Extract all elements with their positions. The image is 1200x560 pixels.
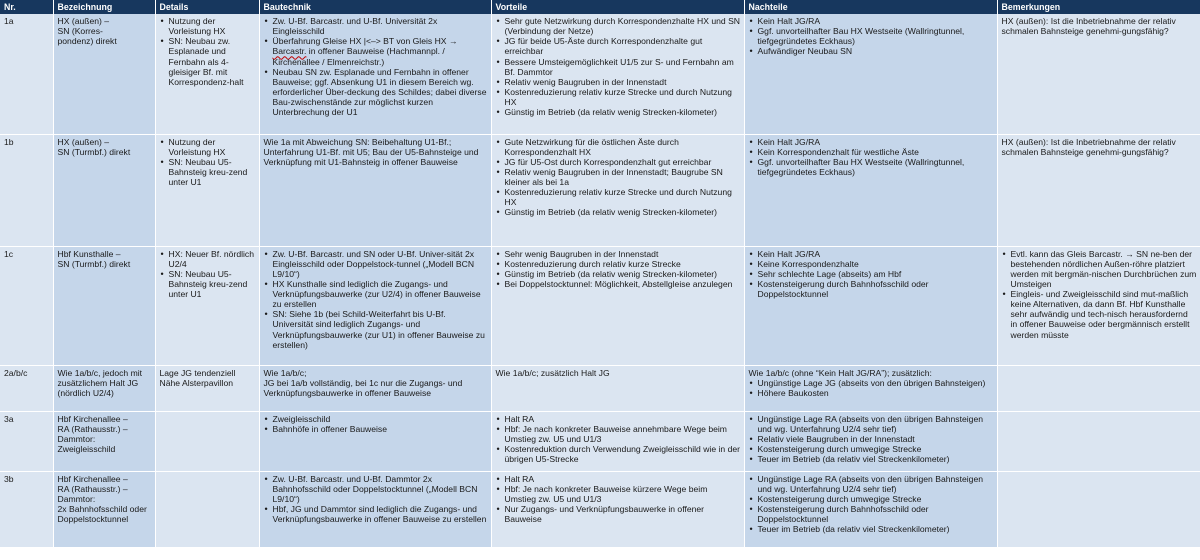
list-item: • Keine Korrespondenzhalte [758,259,994,269]
list-item: • Eingleis- und Zweigleisschild sind mut-maßlich keine Alternativen, da dann Bf. Hbf Kunsthalle sehr aufwändig und tech-nisch herausfordernd in offener Bauweise oder bergmännisch erstellt werden müsste [1011,289,1197,340]
bullet-list [264,16,488,117]
cell-details [155,246,259,365]
list-item: • HX Kunsthalle sind lediglich die Zugangs- und Verknüpfungsbauwerke (zur U2/4) in offener Bauweise zu erstellen [273,279,488,309]
table-body [0,14,1200,547]
table-row [0,246,1200,365]
cell-bemerkungen [997,246,1200,365]
list-item: • JG für beide U5-Äste durch Korrespondenzhalte gut erreichbar [505,36,741,56]
header-bezeichnung: Bezeichnung [53,0,155,14]
cell-nr [0,365,53,411]
list-item: • Günstig im Betrieb (da relativ wenig Strecken-kilometer) [505,107,741,117]
cell-bautechnik [259,134,491,246]
bullet-list [496,474,741,525]
bezeichnung-text: Hbf Kirchenallee – RA (Rathausstr.) – Dammtor: 2x Bahnhofsschild oder Doppelstocktunnel [57,473,147,525]
spellcheck-underline: Barcastr. [272,46,307,57]
list-item: • Höhere Baukosten [758,388,994,398]
bemerkungen-text: HX (außen): Ist die Inbetriebnahme der relativ schmalen Bahnsteige genehmi-gungsfähig? [1001,16,1176,37]
list-item: • Relativ viele Baugruben in der Innenstadt [758,434,994,444]
list-item: • Kostenreduzierung relativ kurze Strecke und durch Nutzung HX [505,87,741,107]
cell-bezeichnung [53,411,155,471]
cell-nr [0,246,53,365]
list-item: • Relativ wenig Baugruben in der Innenstadt [505,77,741,87]
table-row [0,14,1200,134]
list-item: • Überfahrung Gleise HX |<–> BT von Gleis HX → Barcastr. in offener Bauweise (Hachmannpl. / Kirchenallee / Elmenreichstr.) [273,36,488,66]
list-item: • Kostenreduzierung relativ kurze Strecke und durch Nutzung HX [505,187,741,207]
list-item: • Ggf. unvorteilhafter Bau HX Westseite (Wallringtunnel, tiefgegründetes Eckhaus) [758,157,994,177]
bullet-list [1002,249,1197,340]
bullet-list [264,474,488,525]
cell-bautechnik [259,365,491,411]
list-item: • Halt RA [505,474,741,484]
bullet-list [264,414,488,434]
list-item: • Halt RA [505,414,741,424]
list-item: • SN: Neubau U5-Bahnsteig kreu-zend unter U1 [169,157,256,187]
list-item: • Kein Halt JG/RA [758,249,994,259]
bullet-list [749,378,994,398]
cell-nachteile [744,246,997,365]
list-item: • Nutzung der Vorleistung HX [169,137,256,157]
list-item: • Evtl. kann das Gleis Barcastr. → SN ne-ben der bestehenden nördlichen Außen-röhre platziert werden mit bergmän-nischen Durchbrüchen zum Umsteigen [1011,249,1197,290]
bullet-list [749,249,994,300]
cell-bautechnik [259,471,491,547]
table-row [0,471,1200,547]
cell-nr [0,411,53,471]
cell-bautechnik [259,14,491,134]
details-text: Lage JG tendenziell Nähe Alsterpavillon [159,367,236,388]
list-item: • Bessere Umsteigemöglichkeit U1/5 zur S- und Fernbahn am Bf. Dammtor [505,57,741,77]
header-details: Details [155,0,259,14]
nr-text: 3b [4,473,14,484]
list-item: • Hbf, JG und Dammtor sind lediglich die Zugangs- und Verknüpfungsbauwerke in offener Bauweise zu erstellen [273,504,488,524]
cell-nachteile [744,14,997,134]
bezeichnung-text: HX (außen) – SN (Korres- pondenz) direkt [57,16,117,47]
cell-bezeichnung [53,365,155,411]
bezeichnung-text: Wie 1a/b/c, jedoch mit zusätzlichem Halt JG (nördlich U2/4) [57,367,143,398]
list-item: • Hbf: Je nach konkreter Bauweise annehmbare Wege beim Umstieg zw. U5 und U1/3 [505,424,741,444]
bullet-list [749,16,994,57]
cell-nachteile [744,365,997,411]
cell-nr [0,471,53,547]
list-item: • Relativ wenig Baugruben in der Innenstadt; Baugrube SN kleiner als bei 1a [505,167,741,187]
bullet-list [749,414,994,465]
list-item: • Kein Halt JG/RA [758,16,994,26]
list-item: • SN: Neubau zw. Esplanade und Fernbahn als 4-gleisiger Bf. mit Korrespondenz-halt [169,36,256,87]
bullet-list [160,16,256,87]
nr-text: 3a [4,413,14,424]
cell-nachteile [744,411,997,471]
list-item: • Bahnhöfe in offener Bauweise [273,424,488,434]
cell-vorteile [491,134,744,246]
bullet-list [264,249,488,350]
bullet-list [749,137,994,178]
list-item: • Kostensteigerung durch Bahnhofsschild oder Doppelstocktunnel [758,504,994,524]
cell-details [155,14,259,134]
list-item: • Kostensteigerung durch Bahnhofsschild oder Doppelstocktunnel [758,279,994,299]
cell-nachteile [744,471,997,547]
list-item: • HX: Neuer Bf. nördlich U2/4 [169,249,256,269]
list-item: • Zw. U-Bf. Barcastr. und SN oder U-Bf. Univer-sität 2x Eingleisschild oder Doppelstock-tunnel („Modell BCN L9/10“) [273,249,488,279]
list-item: • Sehr wenig Baugruben in der Innenstadt [505,249,741,259]
bullet-list [496,137,741,218]
list-item: • JG für U5-Ost durch Korrespondenzhalt gut erreichbar [505,157,741,167]
cell-bezeichnung [53,246,155,365]
cell-nr [0,134,53,246]
list-item: • Zw. U-Bf. Barcastr. und U-Bf. Dammtor 2x Bahnhofsschild oder Doppelstocktunnel („Modell BCN L9/10“) [273,474,488,504]
cell-details [155,365,259,411]
bautechnik-text: Wie 1a/b/c; JG bei 1a/b vollständig, bei 1c nur die Zugangs- und Verknüpfungsbauwerke in offener Bauweise [263,367,463,398]
bullet-list [749,474,994,535]
cell-vorteile [491,471,744,547]
nr-text: 1b [4,136,14,147]
list-item: • Sehr schlechte Lage (abseits) am Hbf [758,269,994,279]
bezeichnung-text: Hbf Kunsthalle – SN (Turmbf.) direkt [57,248,131,269]
cell-details [155,411,259,471]
list-item: • Kein Korrespondenzhalt für westliche Äste [758,147,994,157]
list-item: • Ggf. unvorteilhafter Bau HX Westseite (Wallringtunnel, tiefgegründetes Eckhaus) [758,26,994,46]
table-row [0,365,1200,411]
list-item: • Bei Doppelstocktunnel: Möglichkeit, Abstellgleise anzulegen [505,279,741,289]
cell-bautechnik [259,246,491,365]
cell-bemerkungen [997,471,1200,547]
cell-vorteile [491,246,744,365]
list-item: • Kostensteigerung durch umwegige Strecke [758,494,994,504]
header-nachteile: Nachteile [744,0,997,14]
table-row [0,411,1200,471]
list-item: • Günstig im Betrieb (da relativ wenig Strecken-kilometer) [505,207,741,217]
cell-details [155,134,259,246]
header-row [0,0,1200,14]
list-item: • Teuer im Betrieb (da relativ viel Streckenkilometer) [758,454,994,464]
list-item: • Nur Zugangs- und Verknüpfungsbauwerke in offener Bauweise [505,504,741,524]
nr-text: 1c [4,248,14,259]
bullet-list [496,16,741,117]
list-item: • Kostensteigerung durch umwegige Strecke [758,444,994,454]
cell-bezeichnung [53,14,155,134]
list-item: • Nutzung der Vorleistung HX [169,16,256,36]
list-item: • Neubau SN zw. Esplanade und Fernbahn in offener Bauweise; ggf. Absenkung U1 in diesem Bereich wg. erforderlicher Über-deckung des Schildes; dabei diverse Bau-zwischenstände zur möglichst kurzen Unterbrechung der U1 [273,67,488,118]
nr-text: 2a/b/c [4,367,28,378]
nachteile-intro: Wie 1a/b/c (ohne “Kein Halt JG/RA”); zusätzlich: [748,367,932,378]
header-nr: Nr. [0,0,53,14]
cell-bemerkungen [997,134,1200,246]
cell-bezeichnung [53,134,155,246]
list-item: • Sehr gute Netzwirkung durch Korrespondenzhalte HX und SN (Verbindung der Netze) [505,16,741,36]
vorteile-text: Wie 1a/b/c; zusätzlich Halt JG [495,367,610,378]
list-item: • Günstig im Betrieb (da relativ wenig Strecken-kilometer) [505,269,741,279]
cell-nachteile [744,134,997,246]
list-item: • Aufwändiger Neubau SN [758,46,994,56]
list-item: • Kostenreduzierung durch relativ kurze Strecke [505,259,741,269]
header-vorteile: Vorteile [491,0,744,14]
bemerkungen-text: HX (außen): Ist die Inbetriebnahme der relativ schmalen Bahnsteige genehmi-gungsfähig? [1001,136,1176,157]
cell-bemerkungen [997,14,1200,134]
list-item: • SN: Siehe 1b (bei Schild-Weiterfahrt bis U-Bf. Universität sind lediglich Zugangs- und Verknüpfungsbauwerke (zur U1) in offener Bauweise zu erstellen) [273,309,488,350]
list-item: • Zweigleisschild [273,414,488,424]
cell-nr [0,14,53,134]
header-bemerkungen: Bemerkungen [997,0,1200,14]
cell-bautechnik [259,411,491,471]
list-item: • Hbf: Je nach konkreter Bauweise kürzere Wege beim Umstieg zw. U5 und U1/3 [505,484,741,504]
cell-vorteile [491,365,744,411]
list-item: • SN: Neubau U5-Bahnsteig kreu-zend unter U1 [169,269,256,299]
cell-vorteile [491,14,744,134]
bautechnik-text: Wie 1a mit Abweichung SN: Beibehaltung U1-Bf.; Unterfahrung U1-Bf. mit U5; Bau der U5-Bahnsteige und Verknüpfung mit U1-Bahnsteig in offener Bauweise [263,136,479,167]
table-row [0,134,1200,246]
header-bautechnik: Bautechnik [259,0,491,14]
cell-details [155,471,259,547]
bullet-list [496,414,741,465]
cell-bemerkungen [997,365,1200,411]
list-item: • Kein Halt JG/RA [758,137,994,147]
bezeichnung-text: Hbf Kirchenallee – RA (Rathausstr.) – Dammtor: Zweigleisschild [57,413,128,454]
bullet-list [160,249,256,300]
list-item: • Kostenreduktion durch Verwendung Zweigleisschild wie in der übrigen U5-Strecke [505,444,741,464]
list-item: • Ungünstige Lage RA (abseits von den übrigen Bahnsteigen und wg. Unterfahrung U2/4 sehr tief) [758,414,994,434]
cell-vorteile [491,411,744,471]
list-item: • Teuer im Betrieb (da relativ viel Streckenkilometer) [758,524,994,534]
cell-bemerkungen [997,411,1200,471]
bullet-list [496,249,741,290]
list-item: • Gute Netzwirkung für die östlichen Äste durch Korrespondenzhalt HX [505,137,741,157]
cell-bezeichnung [53,471,155,547]
bezeichnung-text: HX (außen) – SN (Turmbf.) direkt [57,136,131,157]
list-item: • Ungünstige Lage RA (abseits von den übrigen Bahnsteigen und wg. Unterfahrung U2/4 sehr tief) [758,474,994,494]
bullet-list [160,137,256,188]
list-item: • Ungünstige Lage JG (abseits von den übrigen Bahnsteigen) [758,378,994,388]
nr-text: 1a [4,16,14,26]
list-item: • Zw. U-Bf. Barcastr. und U-Bf. Universität 2x Eingleisschild [273,16,488,36]
